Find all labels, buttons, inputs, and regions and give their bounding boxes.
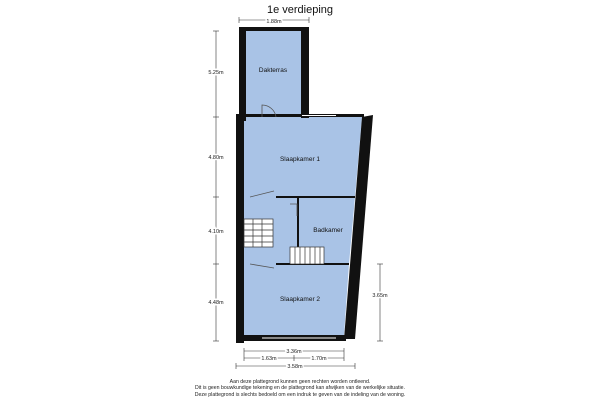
dim-label-bottom-inner: 3.36m bbox=[286, 349, 302, 355]
dim-label-left-1: 5.25m bbox=[208, 70, 224, 76]
floor-title: 1e verdieping bbox=[266, 4, 334, 16]
wall-left bbox=[236, 114, 244, 343]
dim-label-right: 3.65m bbox=[372, 293, 388, 299]
dim-label-bottom-left: 1.63m bbox=[261, 356, 277, 362]
room-label-badkamer: Badkamer bbox=[313, 227, 343, 234]
disclaimer-line-2: Dit is geen bouwkundige tekening en de plattegrond kan afwijken van de werkelijke situatie. bbox=[195, 385, 405, 392]
dim-label-left-4: 4.48m bbox=[208, 300, 224, 306]
dim-label-bottom-total: 3.58m bbox=[287, 364, 303, 370]
wall-dakterras-left bbox=[239, 31, 246, 121]
dim-label-top: 1.88m bbox=[266, 19, 282, 25]
disclaimer-line-3: Deze plattegrond is slechts bedoeld om een indruk te geven van de indeling van de woning. bbox=[194, 391, 406, 398]
room-label-dakterras: Dakterras bbox=[258, 67, 288, 74]
disclaimer-line-1: Aan deze plattegrond kunnen geen rechten worden ontleend. bbox=[229, 379, 371, 385]
dim-label-left-2: 4.80m bbox=[208, 155, 224, 161]
room-label-slaapkamer1: Slaapkamer 1 bbox=[279, 156, 321, 163]
disclaimer bbox=[0, 379, 600, 398]
room-dakterras-fill bbox=[246, 31, 302, 117]
room-label-slaapkamer2: Slaapkamer 2 bbox=[279, 296, 321, 303]
wall-dakterras-right bbox=[301, 27, 309, 118]
stairs-upper bbox=[244, 219, 273, 247]
dim-label-left-3: 4.10m bbox=[208, 229, 224, 235]
dim-label-bottom-right: 1.70m bbox=[311, 356, 327, 362]
wall-dakterras-top bbox=[239, 27, 309, 31]
